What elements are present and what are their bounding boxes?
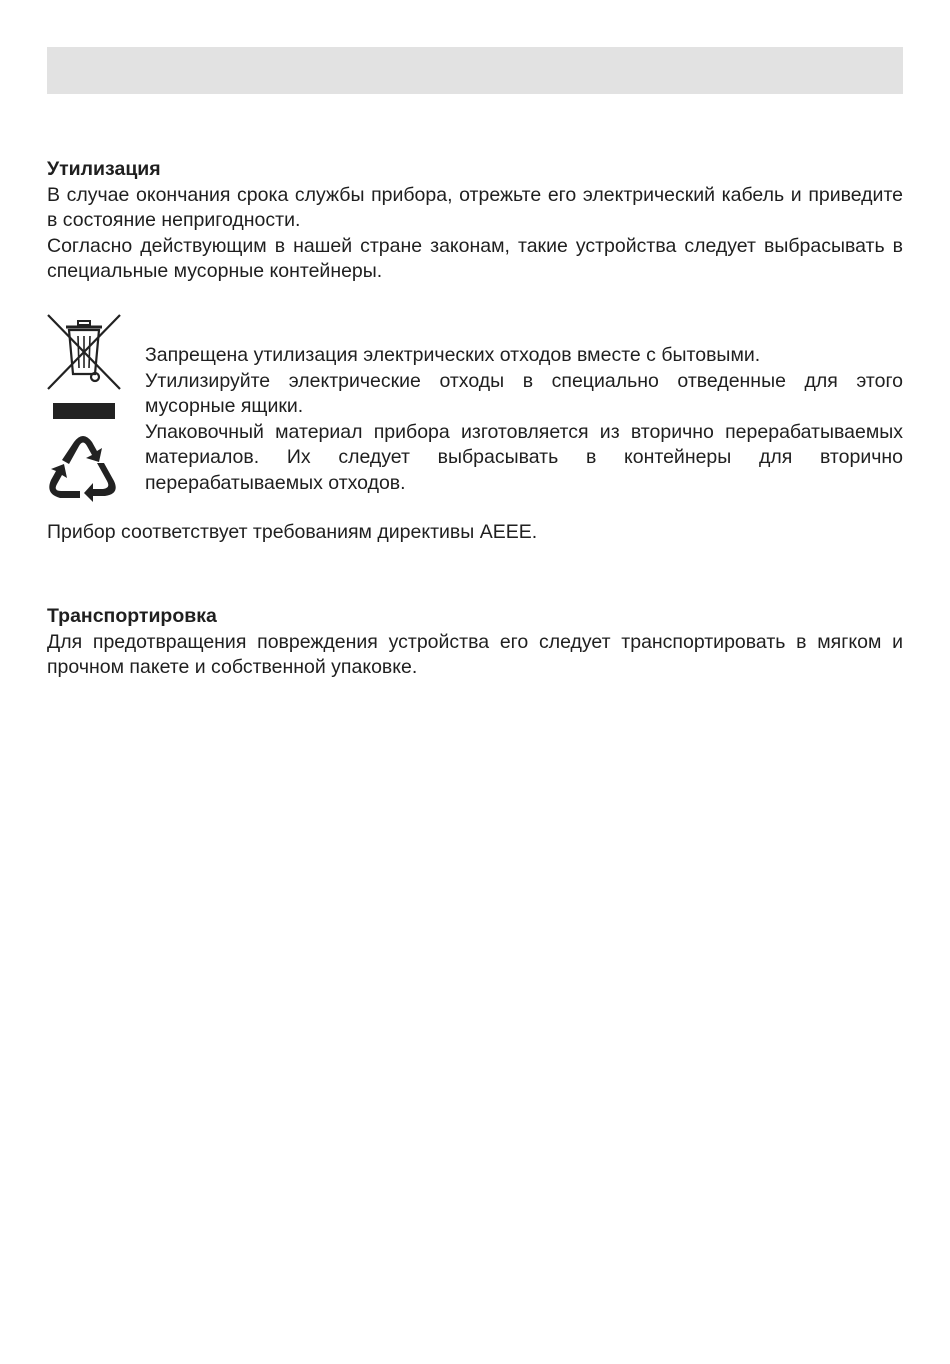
disposal-paragraph-1: В случае окончания срока службы прибора, отрежьте его электрический кабель и приведите в состояние непригодности.	[47, 183, 903, 231]
symbols-text	[145, 343, 903, 496]
transport-section	[47, 604, 903, 681]
symbols-line-3: Упаковочный материал прибора изготовляется из вторично перерабатываемых материалов. Их следует выбрасывать в контейнеры для вторично перерабатываемых отходов.	[145, 420, 903, 494]
transport-title: Транспортировка	[47, 605, 217, 627]
weee-marking-bar	[53, 403, 115, 419]
recycling-arrows-icon	[47, 434, 119, 504]
transport-paragraph: Для предотвращения повреждения устройства его следует транспортировать в мягком и прочном пакете и собственной упаковке.	[47, 630, 903, 678]
symbols-line-1: Запрещена утилизация электрических отходов вместе с бытовыми.	[145, 344, 761, 366]
crossed-out-wheelie-bin-icon	[47, 314, 121, 390]
symbols-block	[47, 314, 903, 504]
disposal-section	[47, 157, 903, 285]
disposal-paragraph-2: Согласно действующим в нашей стране законам, такие устройства следует выбрасывать в специальные мусорные контейнеры.	[47, 234, 903, 282]
header-bar	[47, 47, 903, 94]
compliance-text: Прибор соответствует требованиям директивы АЕЕЕ.	[47, 521, 538, 543]
compliance-section	[47, 520, 903, 546]
symbols-line-2: Утилизируйте электрические отходы в специально отведенные для этого мусорные ящики.	[145, 369, 903, 417]
disposal-title: Утилизация	[47, 158, 161, 180]
